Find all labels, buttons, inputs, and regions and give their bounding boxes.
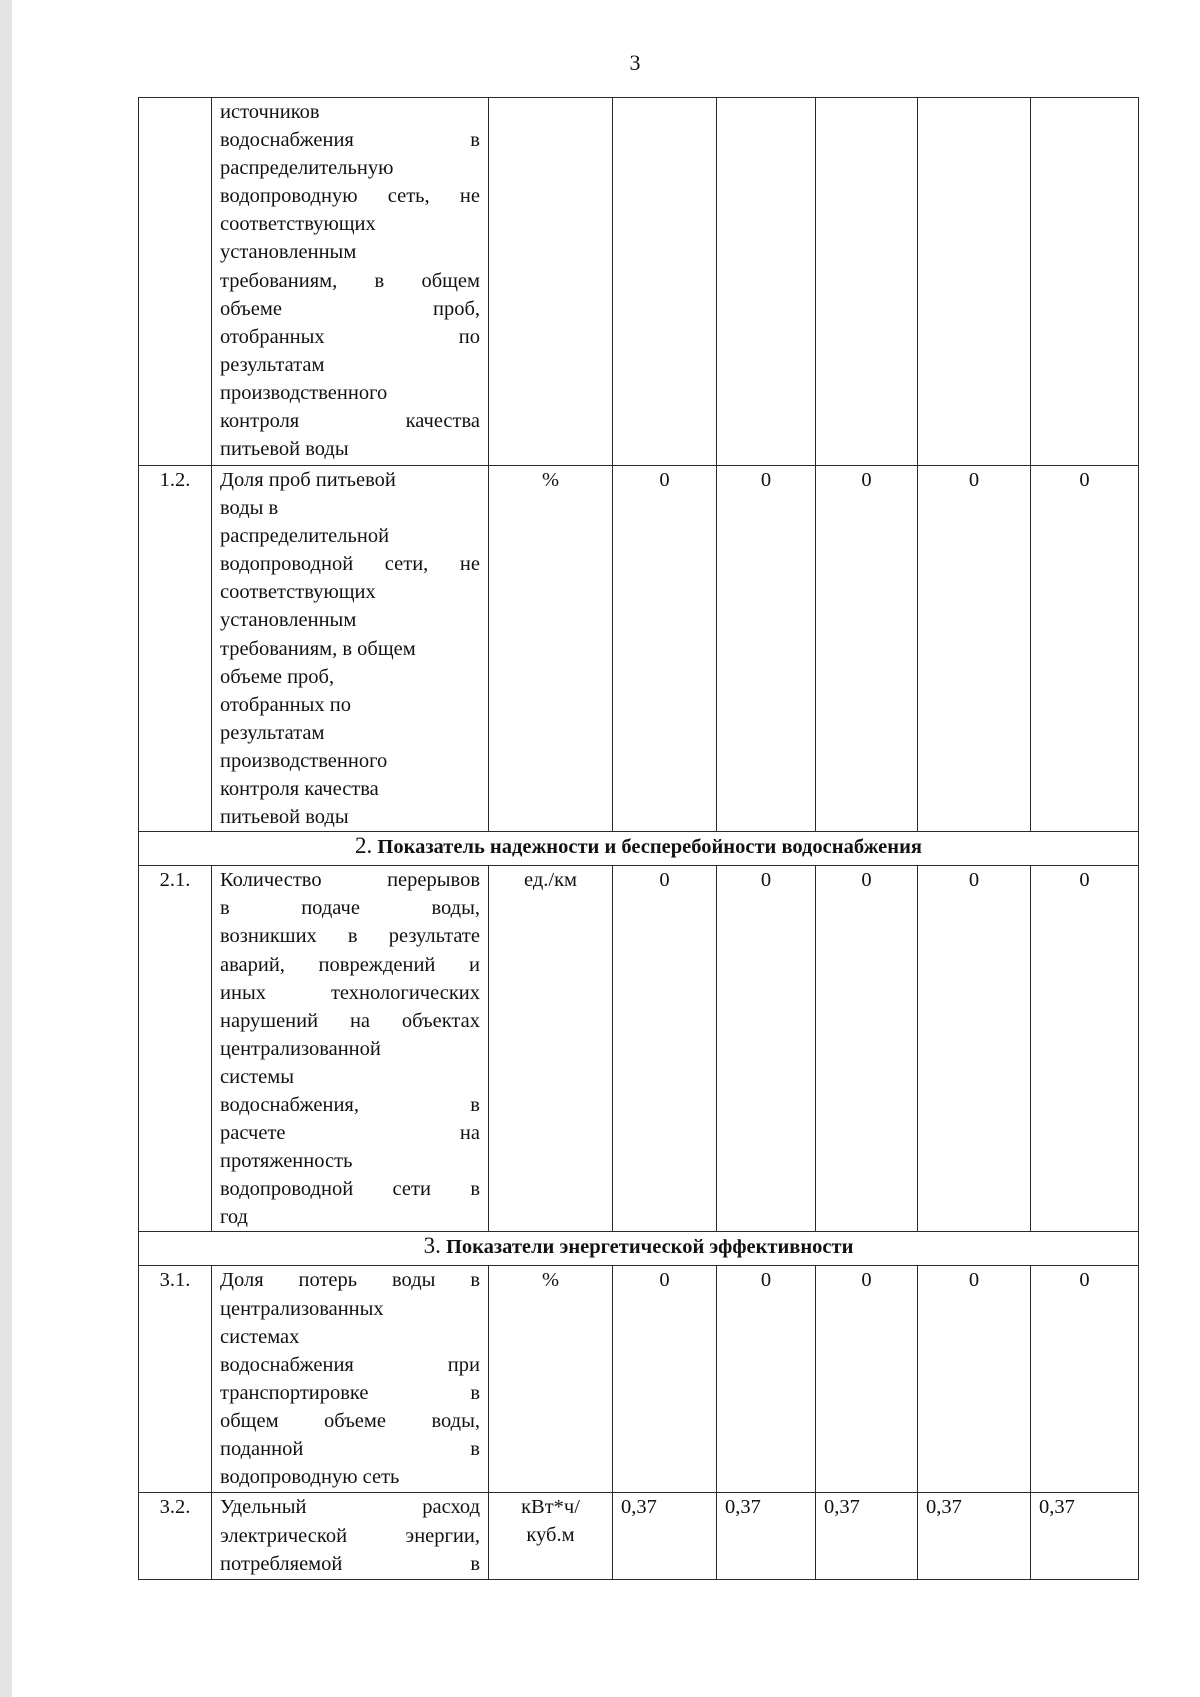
indicator-description xyxy=(212,1266,489,1493)
value-cell: 0 xyxy=(918,466,1031,832)
desc-line: электрической энергии, xyxy=(220,1524,480,1547)
desc-line: иных технологических xyxy=(220,981,480,1004)
desc-line: нарушений на объектах xyxy=(220,1009,480,1032)
value-cell xyxy=(816,98,918,466)
desc-line: результатам xyxy=(220,353,325,376)
value-cell: 0 xyxy=(1031,866,1139,1232)
unit-cell xyxy=(489,1493,613,1580)
desc-line: требованиям, в общем xyxy=(220,637,416,660)
desc-line: производственного xyxy=(220,381,388,404)
value-cell: 0,37 xyxy=(613,1493,717,1580)
unit-line: кВт*ч/ xyxy=(521,1496,580,1519)
desc-line: водоснабжения при xyxy=(220,1353,480,1376)
table-row-2-1 xyxy=(139,866,1139,1232)
value-cell xyxy=(1031,98,1139,466)
desc-line: Доля потерь воды в xyxy=(220,1269,480,1292)
value-cell: 0 xyxy=(613,1266,717,1493)
desc-line: водоснабжения, в xyxy=(220,1093,480,1116)
row-number-cell xyxy=(139,98,212,466)
desc-line: контроля качества xyxy=(220,410,480,433)
unit-cell xyxy=(489,98,613,466)
section-header-2 xyxy=(139,832,1139,866)
value-cell xyxy=(717,98,816,466)
indicator-description xyxy=(212,866,489,1232)
value-cell: 0 xyxy=(717,1266,816,1493)
desc-line: установленным xyxy=(220,241,357,264)
value-cell: 0,37 xyxy=(918,1493,1031,1580)
indicator-description xyxy=(212,1493,489,1580)
value-cell: 0 xyxy=(717,866,816,1232)
value-cell: 0 xyxy=(918,1266,1031,1493)
desc-line: распределительную xyxy=(220,157,394,180)
section-title-text: Показатели энергетической эффективности xyxy=(445,1236,854,1259)
desc-line: производственного xyxy=(220,749,388,772)
desc-line: питьевой воды xyxy=(220,806,349,829)
value-cell: 0 xyxy=(613,466,717,832)
desc-line: воды в xyxy=(220,497,279,520)
desc-line: объеме проб, xyxy=(220,665,335,688)
desc-line: требованиям, в общем xyxy=(220,269,480,292)
desc-line: возникших в результате xyxy=(220,925,480,948)
desc-line: контроля качества xyxy=(220,778,379,801)
desc-line: соответствующих xyxy=(220,213,376,236)
desc-line: водопроводной сети, не xyxy=(220,553,480,576)
value-cell: 0 xyxy=(717,466,816,832)
indicator-description xyxy=(212,466,489,832)
desc-line: водопроводной сети в xyxy=(220,1178,480,1201)
unit-cell: ед./км xyxy=(489,866,613,1232)
desc-line: централизованной xyxy=(220,1037,381,1060)
value-cell: 0 xyxy=(613,866,717,1232)
desc-line: питьевой воды xyxy=(220,438,349,461)
value-cell: 0 xyxy=(816,466,918,832)
value-cell: 0 xyxy=(1031,466,1139,832)
unit-cell: % xyxy=(489,466,613,832)
table-row-3-1 xyxy=(139,1266,1139,1493)
section-header-3 xyxy=(139,1232,1139,1266)
desc-line: общем объеме воды, xyxy=(220,1409,480,1432)
table-row-continuation xyxy=(139,98,1139,466)
section-title xyxy=(139,1232,1139,1266)
desc-line: системы xyxy=(220,1065,294,1088)
indicators-table xyxy=(138,97,1139,1580)
desc-line: Количество перерывов xyxy=(220,869,480,892)
row-number: 3.2. xyxy=(139,1493,212,1580)
row-number: 1.2. xyxy=(139,466,212,832)
desc-line: установленным xyxy=(220,609,357,632)
value-cell: 0 xyxy=(1031,1266,1139,1493)
desc-line: водопроводную сеть xyxy=(220,1466,400,1489)
desc-line: Удельный расход xyxy=(220,1496,480,1519)
desc-line: водопроводную сеть, не xyxy=(220,185,480,208)
section-title xyxy=(139,832,1139,866)
section-number: 3. xyxy=(423,1233,441,1259)
desc-line: централизованных xyxy=(220,1297,384,1320)
desc-line: водоснабжения в xyxy=(220,129,480,152)
desc-line: источников xyxy=(220,101,320,123)
desc-line: системах xyxy=(220,1325,300,1348)
desc-line: аварий, повреждений и xyxy=(220,953,480,976)
desc-line: год xyxy=(220,1206,248,1229)
row-number: 2.1. xyxy=(139,866,212,1232)
section-title-text: Показатель надежности и бесперебойности водоснабжения xyxy=(377,836,922,859)
table-row-1-2 xyxy=(139,466,1139,832)
value-cell: 0,37 xyxy=(816,1493,918,1580)
desc-line: расчете на xyxy=(220,1122,480,1145)
desc-line: поданной в xyxy=(220,1438,480,1460)
desc-line: протяженность xyxy=(220,1150,353,1173)
value-cell: 0,37 xyxy=(717,1493,816,1580)
value-cell: 0 xyxy=(918,866,1031,1232)
value-cell: 0 xyxy=(816,1266,918,1493)
desc-line: транспортировке в xyxy=(220,1381,480,1404)
desc-line: результатам xyxy=(220,721,325,744)
desc-line: Доля проб питьевой xyxy=(220,469,396,491)
table-row-3-2 xyxy=(139,1493,1139,1580)
scan-edge xyxy=(0,0,12,1697)
value-cell xyxy=(613,98,717,466)
desc-line: потребляемой в xyxy=(220,1552,480,1575)
unit-cell: % xyxy=(489,1266,613,1493)
desc-line: отобранных по xyxy=(220,325,480,348)
desc-line: отобранных по xyxy=(220,693,352,716)
unit-line: куб.м xyxy=(526,1524,575,1547)
indicator-description xyxy=(212,98,489,466)
value-cell: 0,37 xyxy=(1031,1493,1139,1580)
desc-line: в подаче воды, xyxy=(220,897,480,920)
desc-line: соответствующих xyxy=(220,581,376,604)
row-number: 3.1. xyxy=(139,1266,212,1493)
desc-line: объеме проб, xyxy=(220,297,480,320)
page-number: 3 xyxy=(629,50,641,75)
value-cell xyxy=(918,98,1031,466)
desc-line: распределительной xyxy=(220,525,390,548)
section-number: 2. xyxy=(355,833,373,859)
value-cell: 0 xyxy=(816,866,918,1232)
